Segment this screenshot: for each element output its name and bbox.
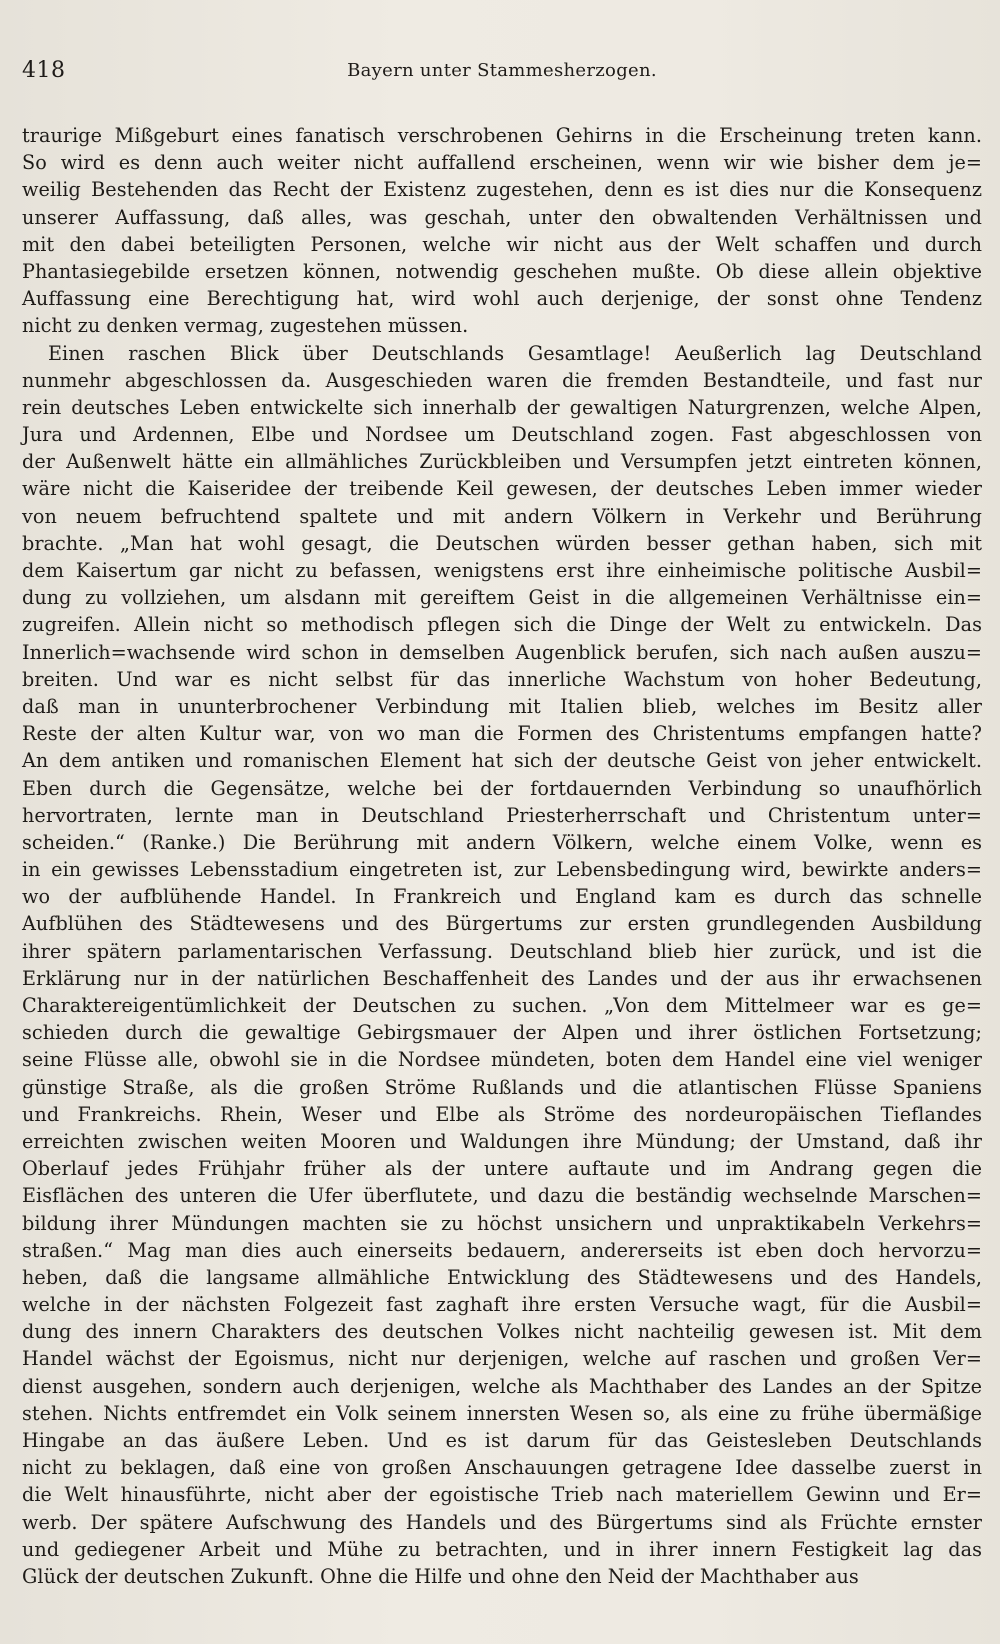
text-line: Charaktereigentümlichkeit der Deutschen zu suchen. „Von dem Mittelmeer war es ge= — [22, 994, 982, 1017]
text-line: bildung ihrer Mündungen machten sie zu höchst unsichern und unpraktikabeln Verkehrs= — [22, 1211, 982, 1235]
text-line: in ein gewisses Lebensstadium eingetreten ist, zur Lebensbedingung wird, bewirkte anders= — [22, 858, 982, 882]
text-line: schieden durch die gewaltige Gebirgsmauer der Alpen und ihrer östlichen Fortsetzung; — [22, 1021, 982, 1045]
text-line: daß man in ununterbrochener Verbindung mit Italien blieb, welches im Besitz aller — [22, 694, 982, 718]
text-line: günstige Straße, als die großen Ströme Rußlands und die atlantischen Flüsse Spaniens — [22, 1075, 982, 1099]
text-line: dung des innern Charakters des deutschen Volkes nicht nachteilig gewesen ist. Mit dem — [22, 1320, 982, 1344]
text-line: dienst ausgehen, sondern auch derjenigen, welche als Machthaber des Landes an der Spitze — [22, 1374, 982, 1398]
text-line: dem Kaisertum gar nicht zu befassen, wenigstens erst ihre einheimische politische Ausbil= — [22, 559, 982, 582]
text-line: unserer Auffassung, daß alles, was geschah, unter den obwaltenden Verhältnissen und — [22, 205, 982, 229]
text-line: rein deutsches Leben entwickelte sich innerhalb der gewaltigen Naturgrenzen, welche Alpen, — [22, 395, 982, 419]
text-line: Hingabe an das äußere Leben. Und es ist darum für das Geistesleben Deutschlands — [22, 1429, 982, 1452]
text-line: Phantasiegebilde ersetzen können, notwendig geschehen mußte. Ob diese allein objektive — [22, 259, 982, 283]
text-line: Eisflächen des unteren die Ufer überflutete, und dazu die beständig wechselnde Marschen= — [22, 1184, 982, 1208]
text-line: und gediegener Arbeit und Mühe zu betrachten, und in ihrer innern Festigkeit lag das — [22, 1537, 982, 1561]
page-header — [22, 54, 982, 94]
text-line: Aufblühen des Städtewesens und des Bürgertums zur ersten grundlegenden Ausbildung — [22, 912, 982, 936]
text-line: die Welt hinausführte, nicht aber der egoistische Trieb nach materiellem Gewinn und Er= — [22, 1483, 982, 1507]
text-line: An dem antiken und romanischen Element hat sich der deutsche Geist von jeher entwickelt. — [22, 749, 982, 773]
text-line: Innerlich=wachsende wird schon in demselben Augenblick berufen, sich nach außen auszu= — [22, 640, 982, 664]
text-line: seine Flüsse alle, obwohl sie in die Nordsee mündeten, boten dem Handel eine viel weniger — [22, 1048, 982, 1072]
text-line: werb. Der spätere Aufschwung des Handels und des Bürgertums sind als Früchte ernster — [22, 1510, 982, 1534]
text-line: Eben durch die Gegensätze, welche bei der fortdauernden Verbindung so unaufhörlich — [22, 776, 982, 800]
text-line: breiten. Und war es nicht selbst für das innerliche Wachstum von hoher Bedeutung, — [22, 667, 982, 691]
text-line: stehen. Nichts entfremdet ein Volk seinem innersten Wesen so, als eine zu frühe übermäßige — [22, 1401, 982, 1425]
text-line: welche in der nächsten Folgezeit fast zaghaft ihre ersten Versuche wagt, für die Ausbil= — [22, 1293, 982, 1317]
text-line: nicht zu denken vermag, zugestehen müssen. — [22, 314, 469, 338]
text-line: Einen raschen Blick über Deutschlands Gesamtlage! Aeußerlich lag Deutschland — [48, 341, 982, 365]
text-line: Oberlauf jedes Frühjahr früher als der untere auftaute und im Andrang gegen die — [22, 1157, 982, 1181]
text-line: hervortraten, lernte man in Deutschland Priesterherrschaft und Christentum unter= — [22, 803, 982, 827]
text-line: von neuem befruchtend spaltete und mit andern Völkern in Verkehr und Berührung — [22, 504, 982, 528]
text-line: brachte. „Man hat wohl gesagt, die Deutschen würden besser gethan haben, sich mit — [22, 531, 982, 555]
text-line: Erklärung nur in der natürlichen Beschaffenheit des Landes und der aus ihr erwachsenen — [22, 966, 982, 990]
text-line: erreichten zwischen weiten Mooren und Waldungen ihre Mündung; der Umstand, daß ihr — [22, 1129, 982, 1153]
text-line: Handel wächst der Egoismus, nicht nur derjenigen, welche auf raschen und großen Ver= — [22, 1347, 982, 1371]
text-line: dung zu vollziehen, um alsdann mit gereiftem Geist in die allgemeinen Verhältnisse ein= — [22, 586, 982, 610]
text-line: ihrer spätern parlamentarischen Verfassung. Deutschland blieb hier zurück, und ist die — [22, 939, 982, 963]
text-line: Jura und Ardennen, Elbe und Nordsee um Deutschland zogen. Fast abgeschlossen von — [22, 423, 982, 447]
text-line: nicht zu beklagen, daß eine von großen Anschauungen getragene Idee dasselbe zuerst in — [22, 1456, 982, 1480]
text-line: wo der aufblühende Handel. In Frankreich und England kam es durch das schnelle — [22, 885, 982, 909]
text-line: traurige Mißgeburt eines fanatisch verschrobenen Gehirns in die Erscheinung treten kann. — [22, 124, 982, 147]
text-line: weilig Bestehenden das Recht der Existenz zugestehen, denn es ist dies nur die Konsequenz — [22, 178, 982, 202]
text-line: zugreifen. Allein nicht so methodisch pflegen sich die Dinge der Welt zu entwickeln. Das — [22, 613, 982, 637]
text-line: heben, daß die langsame allmähliche Entwicklung des Städtewesens und des Handels, — [22, 1265, 982, 1289]
text-line: scheiden.“ (Ranke.) Die Berührung mit andern Völkern, welche einem Volke, wenn es — [22, 830, 982, 854]
text-line: straßen.“ Mag man dies auch einerseits bedauern, andererseits ist eben doch hervorzu= — [22, 1238, 982, 1262]
text-line: Auffassung eine Berechtigung hat, wird wohl auch derjenige, der sonst ohne Tendenz — [22, 287, 982, 311]
running-title: Bayern unter Stammesherzogen. — [347, 60, 657, 81]
text-line: und Frankreichs. Rhein, Weser und Elbe als Ströme des nordeuropäischen Tieflandes — [22, 1102, 982, 1126]
body-text — [22, 122, 982, 1590]
text-line: der Außenwelt hätte ein allmähliches Zurückbleiben und Versumpfen jetzt eintreten können, — [22, 450, 982, 474]
text-line: wäre nicht die Kaiseridee der treibende Keil gewesen, der deutsches Leben immer wieder — [22, 477, 982, 501]
text-line: mit den dabei beteiligten Personen, welche wir nicht aus der Welt schaffen und durch — [22, 232, 982, 256]
text-line: So wird es denn auch weiter nicht auffallend erscheinen, wenn wir wie bisher dem je= — [22, 151, 982, 175]
page-number: 418 — [22, 58, 66, 83]
text-line: Reste der alten Kultur war, von wo man die Formen des Christentums empfangen hatte? — [22, 722, 982, 746]
text-line: nunmehr abgeschlossen da. Ausgeschieden waren die fremden Bestandteile, und fast nur — [22, 368, 982, 392]
text-line: Glück der deutschen Zukunft. Ohne die Hilfe und ohne den Neid der Machthaber aus — [22, 1564, 859, 1588]
